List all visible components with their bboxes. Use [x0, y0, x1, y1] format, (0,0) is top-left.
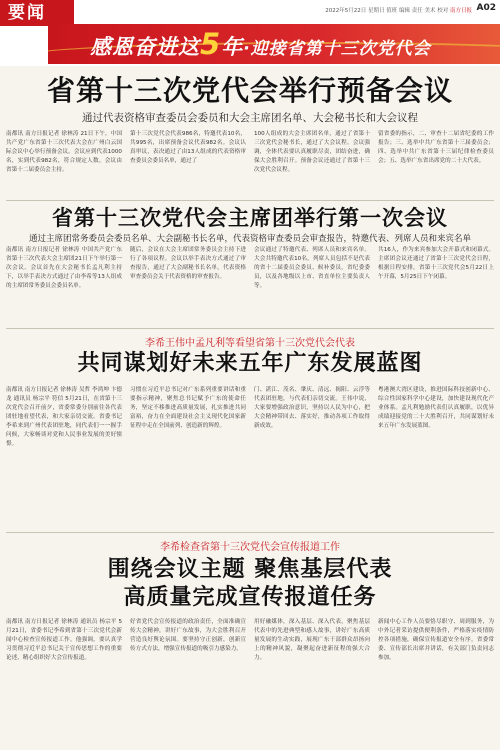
- article-column: 共16人，作为来宾参加大会开幕式和闭幕式。主席团会议还通过了省第十三次党代会日程，根据日程安排，省第十三次党代会5月22日上午开幕，5月25日下午闭幕。: [378, 247, 494, 280]
- article-publicity-work: [6, 538, 494, 744]
- article-body: [6, 246, 494, 316]
- article-subhead: 通过主席团常务委员会委员名单、大会副秘书长名单，代表资格审查委员会审查报告，特邀代表、列席人员和来宾名单: [28, 234, 471, 244]
- date-line: [325, 6, 472, 14]
- article-column: 用好融媒体，深入基层、深入代表，聚焦基层代表中的先进典型和感人故事，讲好广东高质量发展的生动实践，展现广东干部群众昂扬向上的精神风貌，凝聚起奋进新征程的强大合力。: [254, 619, 370, 661]
- channel-name: 南方日报: [449, 8, 472, 14]
- date-line-text: 2022年5月22日 星期日 值班 编辑 责任 美术 校对: [325, 8, 449, 14]
- article-body: [6, 618, 494, 742]
- article-column: 100人组成的大会主席团名单，通过了省第十三次党代会秘书长，通过了大会议程。会议强调，全体代表要认真履职尽责，团结奋进，确保大会胜利召开。预备会议还通过了省第十三次党代会议程。: [254, 131, 370, 173]
- article-headline[interactable]: 省第十三次党代会主席团举行第一次会议: [52, 206, 448, 230]
- article-kicker: 李希检查省第十三次党代会宣传报道工作: [160, 542, 340, 553]
- article-subhead: 通过代表资格审查委员会委员和大会主席团名单、大会秘书长和大会议程: [82, 112, 418, 124]
- article-column: 南都讯 南方日报记者 徐林涛 通讯员 杨宗平 5月21日，省委书记李希到省第十三次党代会新闻中心检查宣传报道工作。他强调，要认真学习贯彻习近平总书记关于宣传思想工作的重要论述，精心组织好大会宣传报道。: [6, 619, 122, 661]
- article-column: 粤港澳大湾区建设，推进国际科技创新中心、综合性国家科学中心建设，加快建设现代化产业体系。孟凡利勉励代表们认真履职，以优异成绩迎接党的二十大胜利召开，共同谋划好未来五年广东发展蓝图。: [378, 387, 494, 429]
- article-column: 会议通过了特邀代表、列席人员和来宾名单。大会共特邀代表10名，列席人员包括不是代表的省十二届委员会委员、候补委员，省纪委委员，以及各地级以上市、省直单位主要负责人等。: [254, 247, 370, 289]
- article-column: 南都讯 南方日报记者 徐林涛 21日下午，中国共产党广东省第十三次代表大会在广州白云国际会议中心举行预备会议。会议应到代表1000名，实到代表982名，符合规定人数。会议由省第十二届委员会主持。: [6, 131, 122, 173]
- article-headline[interactable]: 共同谋划好未来五年广东发展蓝图: [77, 351, 423, 376]
- article-body: [6, 386, 494, 516]
- divider: [6, 532, 494, 533]
- divider: [6, 200, 494, 201]
- article-headline-line-2[interactable]: 高质量完成宣传报道任务: [123, 585, 377, 610]
- article-column: 留省委的指示，二、审查十二届省纪委的工作报告；三、选举中共广东省第十三届委员会；四、选举中共广东省第十三届纪律检查委员会；五、选举广东省出席党的二十大代表。: [378, 131, 494, 164]
- article-preparatory-meeting: [6, 74, 494, 194]
- section-tag: 要闻: [0, 0, 74, 26]
- banner-title: [90, 27, 431, 61]
- article-blueprint: [6, 334, 494, 518]
- article-column: 第十三次党代会代表986名，特邀代表10名，共995名，出席预备会议代表982名。会议认真审议，表决通过了由13人组成的代表资格审查委员会委员名单，通过了: [130, 131, 246, 164]
- article-headline[interactable]: 省第十三次党代会举行预备会议: [46, 74, 453, 107]
- banner-pre: 感恩奋进这: [90, 35, 200, 59]
- divider: [6, 328, 494, 329]
- article-column: 随后，会议在大会主席团常务委员会主持下进行了各项议程。会议以举手表决方式通过了审查报告，通过了大会副秘书长名单，代表资格审查委员会关于代表资格的审查报告。: [130, 247, 246, 280]
- article-kicker: 李希王伟中孟凡利等看望省第十三次党代会代表: [145, 338, 355, 349]
- article-column: 南都讯 南方日报记者 徐林涛 吴哲 李鸿坤 卞德龙 通讯员 杨宗平 符信 5月21日，在省第十三次党代会召开前夕，省委常委分别前往各代表团驻地看望代表，和大家亲切交流。省委书记李希来到广州代表团驻地，同代表们一一握手问候，大家畅谈对党和人民事业发展的美好憧憬。: [6, 387, 122, 447]
- banner-post: 年: [221, 35, 244, 59]
- banner: [48, 24, 500, 64]
- banner-rest: ·迎接省第十三次党代会: [243, 39, 431, 59]
- page-number: A02: [476, 3, 496, 13]
- banner-number: 5: [200, 27, 222, 61]
- article-column: 新闻中心工作人员要恪尽职守、周到服务，为中外记者采访提供便利条件，严格落实疫情防控各项措施，确保宣传报道安全有序。省委常委、宣传部长出席并讲话，有关部门负责同志参加。: [378, 619, 494, 661]
- page-header: [0, 0, 500, 66]
- article-column: 南都讯 南方日报记者 徐林涛 中国共产党广东省第十三次代表大会主席团21日下午举行第一次会议。会议首先在大会秘书长孟凡利主持下，以举手表决方式通过了由李希等13人组成的主席团常务委员会委员名单。: [6, 247, 122, 289]
- article-presidium-meeting: [6, 204, 494, 320]
- article-column: 门、湛江、茂名、肇庆、清远、揭阳、云浮等代表团驻地，与代表们亲切交流。王伟中说，大家要增强政治意识，坚持以人民为中心，把大会精神带回去、落实好，推动各项工作取得新成效。: [254, 387, 370, 429]
- article-headline-line-1[interactable]: 围绕会议主题 聚焦基层代表: [107, 557, 393, 582]
- article-column: 习惯在习近平总书记对广东系列重要讲话和重要指示精神，聚焦总书记赋予广东的使命任务，坚定不移推进高质量发展，扎实推进共同富裕，奋力在全面建设社会主义现代化国家新征程中走在全国前列、创造新的辉煌。: [130, 387, 246, 429]
- article-body: [6, 130, 494, 194]
- article-column: 好省党代会宣传报道的政治责任，全面准确宣传大会精神，讲好广东故事，为大会胜利召开营造良好舆论氛围。要坚持守正创新，创新宣传方式方法，增强宣传报道的吸引力感染力。: [130, 619, 246, 652]
